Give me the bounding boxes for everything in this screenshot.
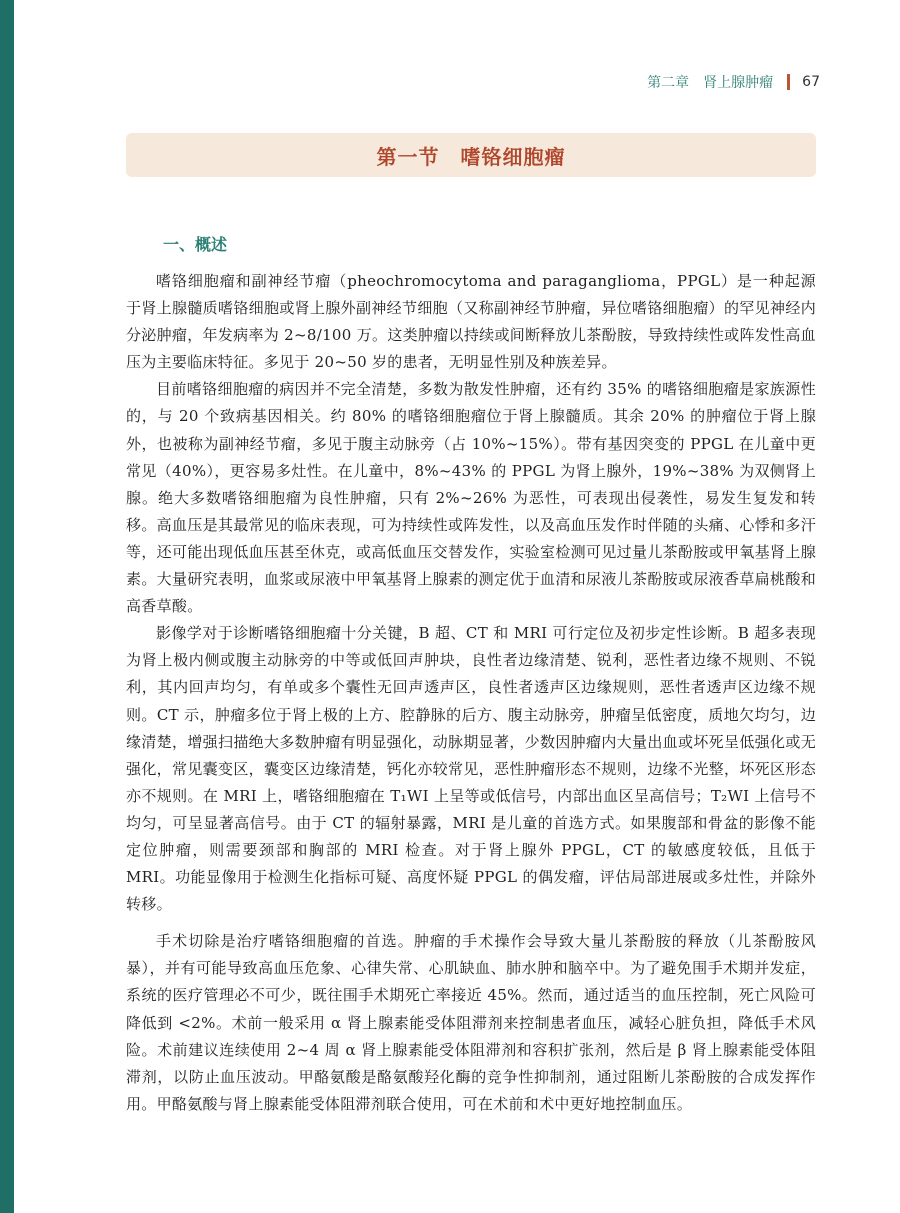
paragraph-4: 手术切除是治疗嗜铬细胞瘤的首选。肿瘤的手术操作会导致大量儿茶酚胺的释放（儿茶酚胺风暴），并有可能导致高血压危象、心律失常、心肌缺血、肺水肿和脑卒中。为了避免围手术期并发症，系统的医疗管理必不可少，既往围手术期死亡率接近 45%。然而，通过适当的血压控制，死亡风险可降低到 <2%。术前一般采用 α 肾上腺素能受体阻滞剂来控制患者血压，减轻心脏负担，降低手术风险。术前建议连续使用 2~4 周 α 肾上腺素能受体阻滞剂和容积扩张剂，然后是 β 肾上腺素能受体阻滞剂，以防止血压波动。甲酪氨酸是酪氨酸羟化酶的竞争性抑制剂，通过阻断儿茶酚胺的合成发挥作用。甲酪氨酸与肾上腺素能受体阻滞剂联合使用，可在术前和术中更好地控制血压。: [126, 932, 816, 1113]
subsection-heading: 一、概述: [163, 235, 228, 254]
paragraph-2: 目前嗜铬细胞瘤的病因并不完全清楚，多数为散发性肿瘤，还有约 35% 的嗜铬细胞瘤是家族源性的，与 20 个致病基因相关。约 80% 的嗜铬细胞瘤位于肾上腺髓质。其余 20% 的肿瘤位于肾上腺外，也被称为副神经节瘤，多见于腹主动脉旁（占 10%~15%）。带有基因突变的 PPGL 在儿童中更常见（40%），更容易多灶性。在儿童中，8%~43% 的 PPGL 为肾上腺外，19%~38% 为双侧肾上腺。绝大多数嗜铬细胞瘤为良性肿瘤，只有 2%~26% 为恶性，可表现出侵袭性，易发生复发和转移。高血压是其最常见的临床表现，可为持续性或阵发性，以及高血压发作时伴随的头痛、心悸和多汗等，还可能出现低血压甚至休克，或高低血压交替发作，实验室检测可见过量儿茶酚胺或甲氧基肾上腺素。大量研究表明，血浆或尿液中甲氧基肾上腺素的测定优于血清和尿液儿茶酚胺或尿液香草扁桃酸和高香草酸。: [126, 380, 816, 616]
page-number: 67: [802, 74, 820, 90]
section-title: 第一节 嗜铬细胞瘤: [126, 133, 816, 177]
body-text: [126, 268, 816, 1118]
page-edge-bar: [0, 0, 14, 1213]
chapter-title: 第二章 肾上腺肿瘤: [647, 75, 774, 91]
paragraph-3: 影像学对于诊断嗜铬细胞瘤十分关键，B 超、CT 和 MRI 可行定位及初步定性诊断。B 超多表现为肾上极内侧或腹主动脉旁的中等或低回声肿块，良性者边缘清楚、锐利，恶性者边缘不规则、不锐利，其内回声均匀，有单或多个囊性无回声透声区，良性者透声区边缘规则，恶性者透声区边缘不规则。CT 示，肿瘤多位于肾上极的上方、腔静脉的后方、腹主动脉旁，肿瘤呈低密度，质地欠均匀，边缘清楚，增强扫描绝大多数肿瘤有明显强化，动脉期显著，少数因肿瘤内大量出血或坏死呈低强化或无强化，常见囊变区，囊变区边缘清楚，钙化亦较常见，恶性肿瘤形态不规则，边缘不光整，坏死区形态亦不规则。在 MRI 上，嗜铬细胞瘤在 T₁WI 上呈等或低信号，内部出血区呈高信号；T₂WI 上信号不均匀，可呈显著高信号。由于 CT 的辐射暴露，MRI 是儿童的首选方式。如果腹部和骨盆的影像不能定位肿瘤，则需要颈部和胸部的 MRI 检查。对于肾上腺外 PPGL，CT 的敏感度较低，且低于 MRI。功能显像用于检测生化指标可疑、高度怀疑 PPGL 的偶发瘤，评估局部进展或多灶性，并除外转移。: [126, 624, 816, 914]
running-header: [647, 70, 820, 94]
paragraph-1: 嗜铬细胞瘤和副神经节瘤（pheochromocytoma and paraganglioma，PPGL）是一种起源于肾上腺髓质嗜铬细胞或肾上腺外副神经节细胞（又称副神经节肿瘤，异位嗜铬细胞瘤）的罕见神经内分泌肿瘤，年发病率为 2~8/100 万。这类肿瘤以持续或间断释放儿茶酚胺，导致持续性或阵发性高血压为主要临床特征。多见于 20~50 岁的患者，无明显性别及种族差异。: [126, 272, 816, 372]
header-separator: [787, 74, 790, 90]
